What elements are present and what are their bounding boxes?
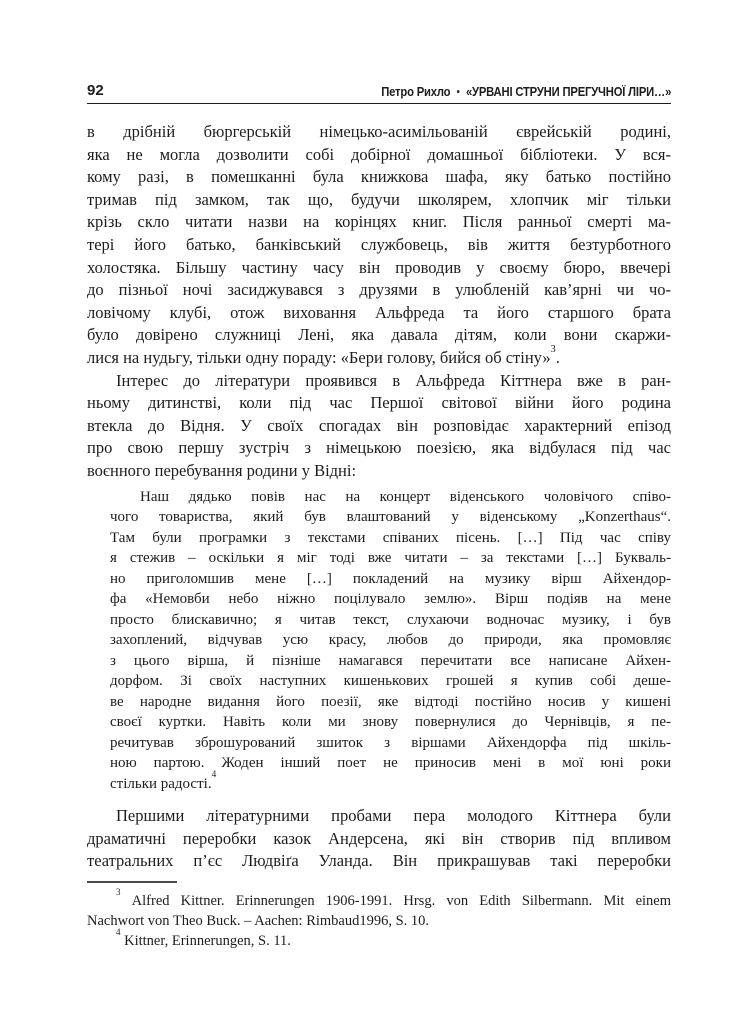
text-line: яка не могла дозволити собі добірної домашньої бібліотеки. У вся- bbox=[87, 144, 671, 164]
quote-line: Там були програмки з текстами співаних пісень. […] Під час співу bbox=[110, 529, 671, 546]
footnote-marker-3: 3 bbox=[116, 886, 121, 897]
text-line: тері його батько, банківський службовець, вів життя безтурботного bbox=[87, 234, 671, 254]
footnote-line: Nachwort von Theo Buck. – Aachen: Rimbaud1996, S. 10. bbox=[87, 912, 430, 929]
paragraph-3 bbox=[87, 805, 671, 873]
footnote-marker-4: 4 bbox=[116, 926, 121, 937]
quote-line bbox=[110, 770, 671, 795]
quote-line: фа «Немовби небо ніжно поцілувало землю». Вірш подіяв на мене bbox=[110, 591, 671, 607]
quote-line: своєї куртки. Навіть коли ми знову повернулися до Чернівців, я пе- bbox=[110, 714, 671, 730]
footnote-text: Alfred Kittner. Erinnerungen 1906-1991. Hrsg. von Edith Silbermann. Mit einem bbox=[131, 892, 671, 909]
text-line: ньому дитинстві, коли під час Першої світової війни його родина bbox=[87, 393, 671, 413]
footnote-ref-3: 3 bbox=[550, 343, 556, 355]
text-line: холостяка. Більшу частину часу він проводив у своєму бюро, ввечері bbox=[87, 257, 671, 277]
quote-line: Наш дядько повів нас на концерт віденського чоловічого співо- bbox=[140, 488, 671, 505]
paragraph-1 bbox=[87, 121, 671, 370]
quote-line: ною партою. Жоден інший поет не приносив мені в мої юні роки bbox=[110, 755, 671, 771]
text-line: було довірено служниці Лені, яка давала дітям, коли вони скаржи- bbox=[87, 325, 671, 345]
quote-line: ве народне видання його поезії, яке відтоді постійно носив у кишені bbox=[110, 693, 671, 710]
quote-line: я стежив – оскільки я міг тоді вже читати – за текстами […] Букваль- bbox=[110, 550, 671, 566]
quote-ending-text: стільки радості. bbox=[110, 775, 212, 792]
text-line: Інтерес до літератури проявився в Альфреда Кіттнера вже в ран- bbox=[116, 370, 671, 390]
quote-line: просто блискавично; я читав текст, слухаючи водночас музику, і був bbox=[110, 611, 671, 628]
text-line: про свою першу зустріч з німецькою поезією, яка відбулася під час bbox=[87, 438, 671, 458]
text-line: до пізньої ночі засиджувався з друзями в улюбленій кав’ярні чи чо- bbox=[87, 280, 671, 300]
quote-advice-text: лися на нудьгу, тільки одну пораду: «Бери голову, бийся об стіну» bbox=[87, 347, 551, 367]
footnote-ref-4: 4 bbox=[211, 770, 217, 781]
quote-line: речитував зброшурований зшиток з віршами Айхендорфа під шкіль- bbox=[110, 734, 671, 751]
text-line: в дрібній бюргерській німецько-асимільованій єврейській родині, bbox=[87, 122, 671, 141]
quote-line: захоплений, відчував усю красу, любов до природи, яка промовляє bbox=[110, 632, 671, 648]
text-line: воєнного перебування родини у Відні: bbox=[87, 460, 357, 480]
quote-line: з цього вірша, й пізніше намагався перечитати все написане Айхен- bbox=[110, 652, 671, 669]
footnote-3 bbox=[87, 886, 671, 931]
text-line: втекла до Відня. У своїх спогадах він розповідає характерний епізод bbox=[87, 415, 671, 435]
page-number: 92 bbox=[87, 82, 104, 99]
text-block bbox=[87, 82, 671, 951]
text-line: крізь скло читати назви на корінцях книг. Після ранньої смерті ма- bbox=[87, 212, 671, 232]
footnote-line bbox=[87, 886, 671, 911]
footnote-4 bbox=[87, 926, 671, 951]
footnote-text: Kittner, Erinnerungen, S. 11. bbox=[124, 932, 291, 949]
page-body bbox=[87, 121, 671, 951]
sentence-period: . bbox=[555, 347, 560, 367]
text-line: ловічому клубі, отож виховання Альфреда та його старшого брата bbox=[87, 302, 671, 322]
text-line: кому разі, в помешканні була книжкова шафа, яку батько постійно bbox=[87, 167, 671, 187]
quote-line: но приголомшив мене […] покладений на музику вірш Айхендор- bbox=[110, 570, 671, 587]
footnote-line bbox=[87, 926, 671, 951]
paragraph-2 bbox=[87, 370, 671, 483]
text-line: драматичні переробки казок Андерсена, які він створив під впливом bbox=[87, 828, 671, 848]
page-header bbox=[87, 82, 671, 104]
text-line: Першими літературними пробами пера молодого Кіттнера були bbox=[116, 806, 671, 825]
book-title: «УРВАНІ СТРУНИ ПРЕГУЧНОЇ ЛІРИ…» bbox=[465, 85, 671, 99]
running-title bbox=[381, 85, 671, 99]
text-line: тримав під замком, так що, будучи школярем, хлопчик міг тільки bbox=[87, 189, 671, 209]
author-name: Петро Рихло bbox=[381, 85, 451, 99]
footnotes bbox=[87, 886, 671, 951]
text-line bbox=[87, 343, 671, 370]
text-line: театральних п’єс Людвіґа Уланда. Він прикрашував такі переробки bbox=[87, 851, 671, 871]
quote-line: чого товариства, який був влаштований у віденському „Konzerthaus“. bbox=[110, 509, 671, 525]
footnote-separator bbox=[87, 881, 177, 883]
block-quote bbox=[110, 487, 671, 795]
separator-dot-icon: • bbox=[456, 87, 460, 98]
quote-line: дорфом. Зі своїх наступних кишенькових грошей я купив собі деше- bbox=[110, 673, 671, 689]
